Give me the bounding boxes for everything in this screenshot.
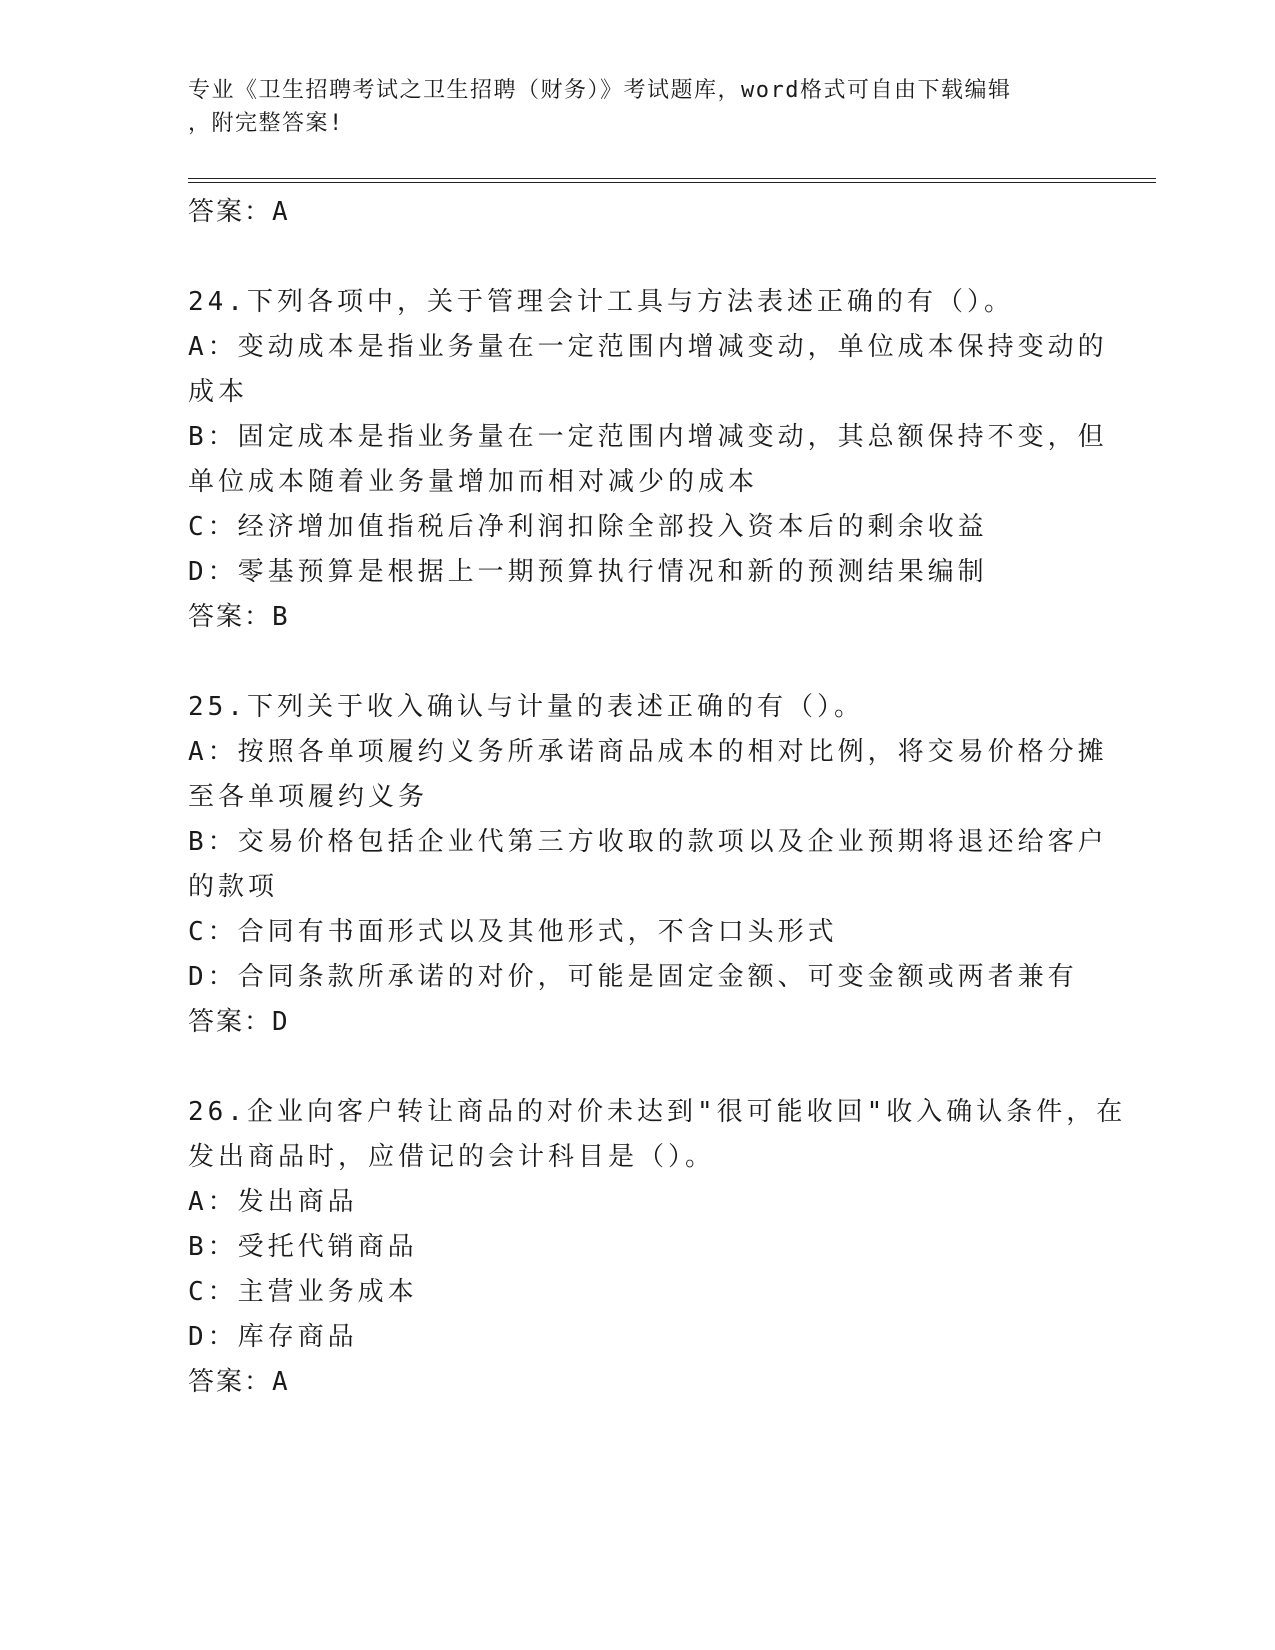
answer-24 (188, 595, 1088, 640)
option-b: B：交易价格包括企业代第三方收取的款项以及企业预期将退还给客户 (188, 827, 1108, 857)
answer-label: 答案： (188, 1007, 273, 1037)
question-25 (188, 685, 1108, 1045)
option-a: A：变动成本是指业务量在一定范围内增减变动，单位成本保持变动的 (188, 332, 1108, 362)
question-stem: 26.企业向客户转让商品的对价未达到"很可能收回"收入确认条件，在 (188, 1097, 1127, 1127)
header-line-2: ，附完整答案! (188, 111, 344, 136)
answer-value: D (272, 1007, 290, 1037)
answer-value: B (272, 602, 290, 632)
option-a-continued: 成本 (188, 377, 249, 407)
question-content (188, 190, 1127, 1405)
question-stem: 24.下列各项中，关于管理会计工具与方法表述正确的有（）。 (188, 287, 1014, 317)
question-stem: 25.下列关于收入确认与计量的表述正确的有（）。 (188, 692, 864, 722)
question-stem-continued: 发出商品时，应借记的会计科目是（）。 (188, 1142, 716, 1172)
option-d: D：零基预算是根据上一期预算执行情况和新的预测结果编制 (188, 557, 988, 587)
header-line-1: 专业《卫生招聘考试之卫生招聘（财务）》考试题库，word格式可自由下载编辑 (188, 78, 1012, 103)
option-a: A：发出商品 (188, 1187, 358, 1217)
page-header (188, 74, 1068, 140)
question-26 (188, 1090, 1127, 1405)
option-b: B：受托代销商品 (188, 1232, 418, 1262)
header-divider (188, 178, 1156, 183)
option-b-continued: 单位成本随着业务量增加而相对减少的成本 (188, 467, 759, 497)
answer-label: 答案： (188, 602, 273, 632)
answer-26 (188, 1360, 1088, 1405)
answer-label: 答案： (188, 1367, 273, 1397)
answer-label: 答案： (188, 197, 273, 227)
answer-25 (188, 1000, 1088, 1045)
answer-23 (188, 190, 1088, 235)
answer-value: A (272, 197, 290, 227)
option-b-continued: 的款项 (188, 872, 279, 902)
option-a-continued: 至各单项履约义务 (188, 782, 429, 812)
option-a: A：按照各单项履约义务所承诺商品成本的相对比例，将交易价格分摊 (188, 737, 1108, 767)
option-d: D：合同条款所承诺的对价，可能是固定金额、可变金额或两者兼有 (188, 962, 1078, 992)
option-d: D：库存商品 (188, 1322, 358, 1352)
option-c: C：经济增加值指税后净利润扣除全部投入资本后的剩余收益 (188, 512, 988, 542)
answer-value: A (272, 1367, 290, 1397)
option-c: C：合同有书面形式以及其他形式，不含口头形式 (188, 917, 838, 947)
question-24 (188, 280, 1108, 640)
option-b: B：固定成本是指业务量在一定范围内增减变动，其总额保持不变，但 (188, 422, 1108, 452)
option-c: C：主营业务成本 (188, 1277, 418, 1307)
